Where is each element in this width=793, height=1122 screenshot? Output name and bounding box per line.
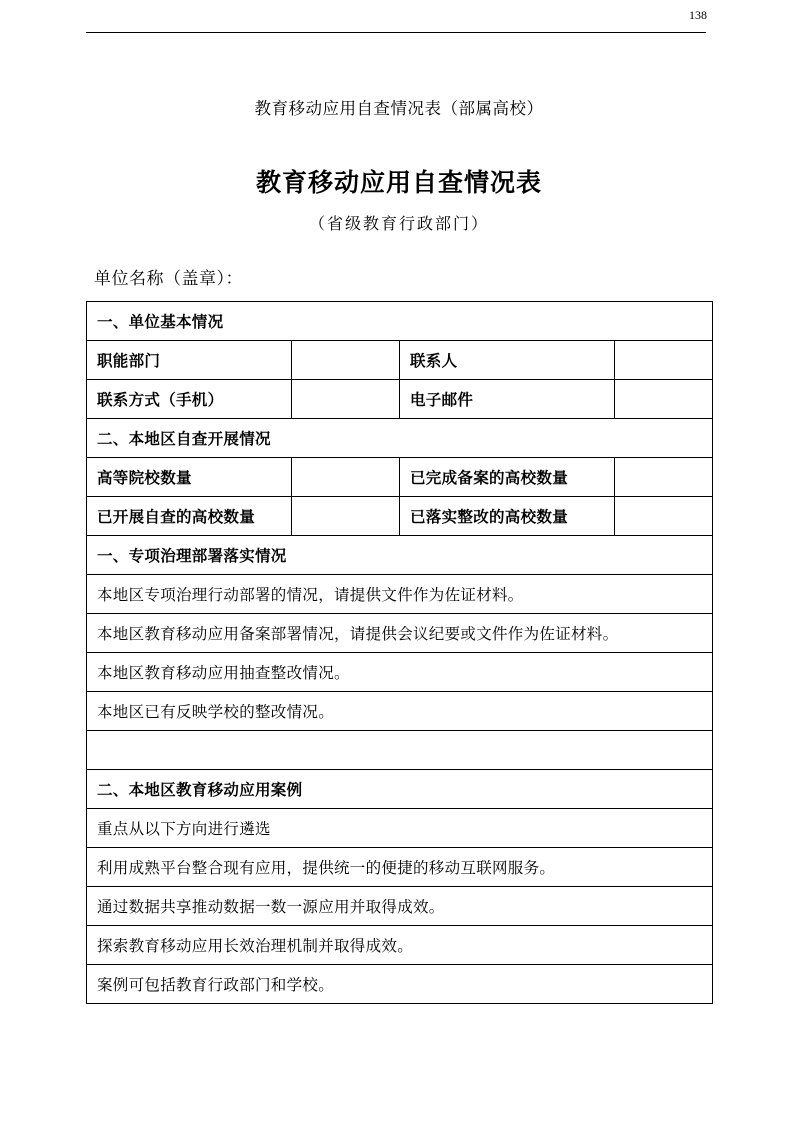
table-row (87, 887, 713, 926)
table-row (87, 692, 713, 731)
label-university-count: 高等院校数量 (87, 458, 292, 497)
table-row (87, 731, 713, 770)
label-phone: 联系方式（手机） (87, 380, 292, 419)
item-case-3: 通过数据共享推动数据一数一源应用并取得成效。 (87, 887, 713, 926)
label-contact-person: 联系人 (400, 341, 615, 380)
item-case-1: 重点从以下方向进行遴选 (87, 809, 713, 848)
label-inspected-count: 已开展自查的高校数量 (87, 497, 292, 536)
table-row (87, 653, 713, 692)
table-row (87, 614, 713, 653)
unit-name-label: 单位名称（盖章）： (94, 269, 243, 289)
table-row (87, 380, 713, 419)
table-row (87, 458, 713, 497)
table-row (87, 419, 713, 458)
self-inspection-form (86, 301, 713, 1004)
table-row (87, 770, 713, 809)
item-case-5: 案例可包括教育行政部门和学校。 (87, 965, 713, 1004)
section-heading-local-progress: 二、本地区自查开展情况 (87, 419, 713, 458)
document-subtitle: 教育移动应用自查情况表（部属高校） (254, 99, 544, 118)
field-inspected-count[interactable] (292, 497, 400, 536)
document-content (86, 95, 712, 1004)
document-title-sub: （省级教育行政部门） (308, 214, 489, 233)
page-number: 138 (689, 8, 707, 22)
section-heading-special-governance: 一、专项治理部署落实情况 (87, 536, 713, 575)
table-row (87, 497, 713, 536)
label-email: 电子邮件 (400, 380, 615, 419)
item-governance-2: 本地区教育移动应用备案部署情况，请提供会议纪要或文件作为佐证材料。 (87, 614, 713, 653)
table-row (87, 926, 713, 965)
field-contact-person[interactable] (615, 341, 713, 380)
table-row (87, 341, 713, 380)
field-rectified-count[interactable] (615, 497, 713, 536)
table-row (87, 809, 713, 848)
field-email[interactable] (615, 380, 713, 419)
label-rectified-count: 已落实整改的高校数量 (400, 497, 615, 536)
table-row (87, 536, 713, 575)
label-department: 职能部门 (87, 341, 292, 380)
item-case-4: 探索教育移动应用长效治理机制并取得成效。 (87, 926, 713, 965)
field-registered-count[interactable] (615, 458, 713, 497)
table-row (87, 848, 713, 887)
header-rule (86, 32, 706, 33)
page-title: 教育移动应用自查情况表 (255, 168, 542, 197)
section-heading-case-studies: 二、本地区教育移动应用案例 (87, 770, 713, 809)
field-phone[interactable] (292, 380, 400, 419)
item-governance-4: 本地区已有反映学校的整改情况。 (87, 692, 713, 731)
field-university-count[interactable] (292, 458, 400, 497)
section-heading-basic-info: 一、单位基本情况 (87, 302, 713, 341)
item-case-2: 利用成熟平台整合现有应用，提供统一的便捷的移动互联网服务。 (87, 848, 713, 887)
table-row (87, 302, 713, 341)
label-registered-count: 已完成备案的高校数量 (400, 458, 615, 497)
table-row (87, 965, 713, 1004)
table-row (87, 575, 713, 614)
item-governance-1: 本地区专项治理行动部署的情况，请提供文件作为佐证材料。 (87, 575, 713, 614)
item-governance-3: 本地区教育移动应用抽查整改情况。 (87, 653, 713, 692)
governance-answer-area[interactable] (87, 731, 713, 770)
field-department[interactable] (292, 341, 400, 380)
